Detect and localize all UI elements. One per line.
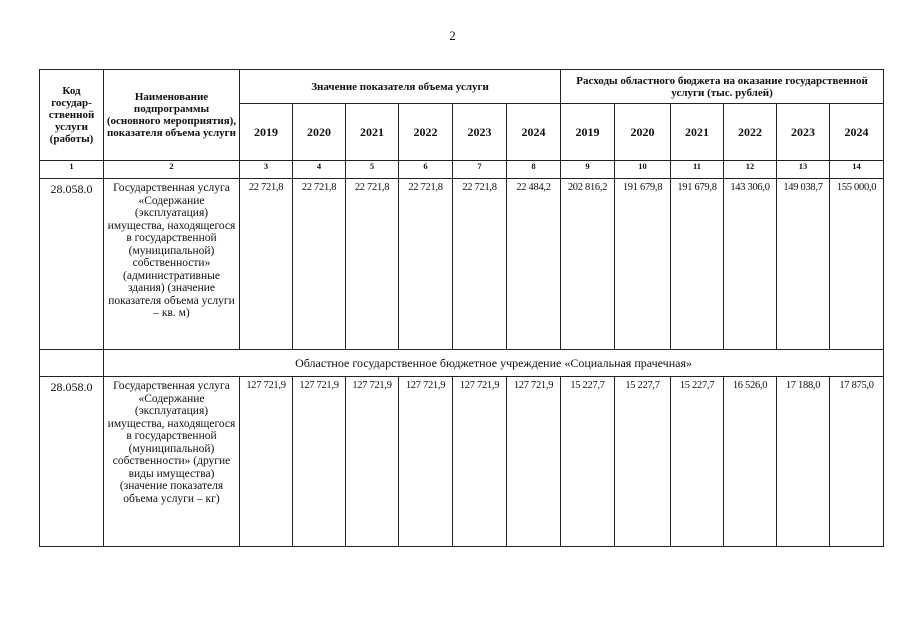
volume-value: 127 721,9 [507,377,561,547]
volume-value: 127 721,9 [293,377,346,547]
budget-value: 191 679,8 [615,179,671,350]
header-year: 2019 [240,104,293,161]
organization-name: Областное государственное бюджетное учреждение «Социальная прачечная» [104,350,884,377]
budget-value: 191 679,8 [671,179,724,350]
header-year: 2021 [671,104,724,161]
column-number: 10 [615,161,671,179]
budget-value: 155 000,0 [830,179,884,350]
organization-row [40,350,884,377]
header-year: 2023 [453,104,507,161]
header-name: Наименование подпрограммы (основного мероприятия), показателя объема услуги [104,70,240,161]
column-number: 6 [399,161,453,179]
column-number-row [40,161,884,179]
budget-value: 143 306,0 [724,179,777,350]
column-number: 9 [561,161,615,179]
header-budget-group: Расходы областного бюджета на оказание государственной услуги (тыс. рублей) [561,70,884,104]
volume-value: 127 721,9 [399,377,453,547]
column-number: 13 [777,161,830,179]
header-volume-group: Значение показателя объема услуги [240,70,561,104]
budget-value: 17 875,0 [830,377,884,547]
header-year: 2020 [615,104,671,161]
volume-value: 22 721,8 [293,179,346,350]
budget-value: 15 227,7 [615,377,671,547]
budget-table [39,69,884,547]
budget-value: 202 816,2 [561,179,615,350]
column-number: 12 [724,161,777,179]
column-number: 1 [40,161,104,179]
column-number: 11 [671,161,724,179]
volume-value: 127 721,9 [240,377,293,547]
column-number: 14 [830,161,884,179]
budget-value: 149 038,7 [777,179,830,350]
column-number: 7 [453,161,507,179]
empty-cell [40,350,104,377]
service-name: Государственная услуга «Содержание (эксплуатация) имущества, находящегося в государственной (муниципальной) собственности» (другие виды имущества) (значение показателя объема услуги – кг) [104,377,240,547]
header-year: 2024 [507,104,561,161]
column-number: 5 [346,161,399,179]
volume-value: 22 484,2 [507,179,561,350]
header-year: 2022 [724,104,777,161]
budget-value: 15 227,7 [671,377,724,547]
page-number: 2 [449,28,456,43]
service-code: 28.058.0 [40,179,104,350]
budget-value: 15 227,7 [561,377,615,547]
volume-value: 22 721,8 [240,179,293,350]
volume-value: 22 721,8 [453,179,507,350]
budget-value: 16 526,0 [724,377,777,547]
header-year: 2020 [293,104,346,161]
service-name: Государственная услуга «Содержание (эксплуатация) имущества, находящегося в государственной (муниципальной) собственности» (административные здания) (значение показателя объема услуги – кв. м) [104,179,240,350]
column-number: 4 [293,161,346,179]
table-row [40,377,884,547]
header-year: 2022 [399,104,453,161]
column-number: 3 [240,161,293,179]
volume-value: 22 721,8 [346,179,399,350]
volume-value: 127 721,9 [453,377,507,547]
volume-value: 22 721,8 [399,179,453,350]
column-number: 8 [507,161,561,179]
column-number: 2 [104,161,240,179]
table-row [40,179,884,350]
header-year: 2023 [777,104,830,161]
volume-value: 127 721,9 [346,377,399,547]
header-code: Код государ-ственной услуги (работы) [40,70,104,161]
service-code: 28.058.0 [40,377,104,547]
header-year: 2019 [561,104,615,161]
header-year: 2021 [346,104,399,161]
budget-value: 17 188,0 [777,377,830,547]
header-year: 2024 [830,104,884,161]
